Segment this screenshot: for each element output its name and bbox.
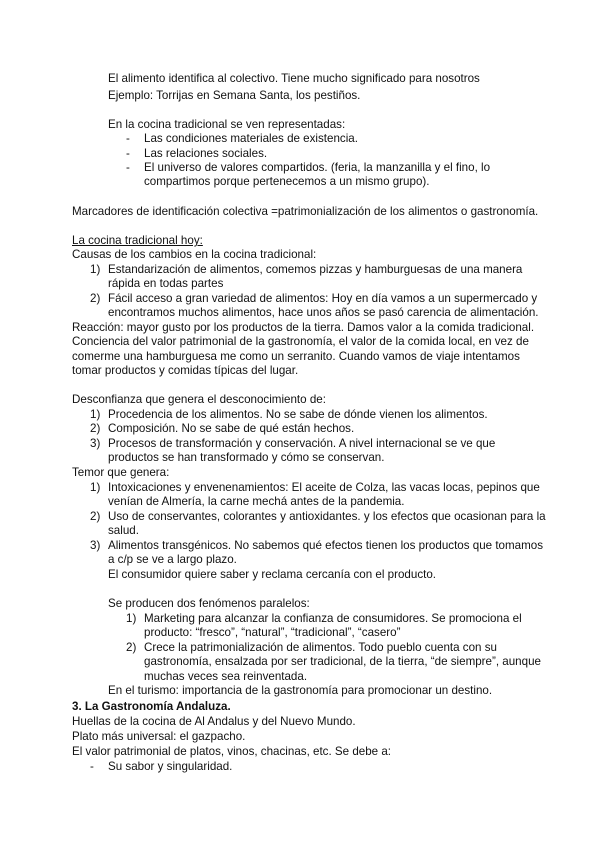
text-line: El valor patrimonial de platos, vinos, chacinas, etc. Se debe a: <box>72 745 392 758</box>
text-line: En el turismo: importancia de la gastronomía para promocionar un destino. <box>108 684 493 697</box>
list-bullet: - <box>126 161 130 174</box>
list-number: 2) <box>90 292 101 305</box>
list-number: 2) <box>90 422 101 435</box>
list-item: Alimentos transgénicos. No sabemos qué efectos tienen los productos que tomamos <box>108 539 544 552</box>
list-item: Intoxicaciones y envenenamientos: El aceite de Colza, las vacas locas, pepinos que <box>108 481 540 494</box>
list-item: Su sabor y singularidad. <box>108 760 233 773</box>
list-number: 1) <box>90 263 101 276</box>
text-line: comerme una hamburguesa me como un serranito. Cuando vamos de viaje intentamos <box>72 350 520 363</box>
list-item: Estandarización de alimentos, comemos pizzas y hamburguesas de una manera <box>108 263 523 276</box>
list-number: 1) <box>90 481 101 494</box>
list-item-continuation: salud. <box>108 524 139 537</box>
list-item-continuation: productos se han transformado y cómo se conservan. <box>108 451 385 464</box>
list-item-continuation: producto: “fresco”, “natural”, “tradicional”, “casero” <box>144 626 401 639</box>
list-item: Las relaciones sociales. <box>144 147 268 160</box>
text-line: Huellas de la cocina de Al Andalus y del Nuevo Mundo. <box>72 715 356 728</box>
list-number: 2) <box>90 510 101 523</box>
text-line: El alimento identifica al colectivo. Tiene mucho significado para nosotros <box>108 72 480 85</box>
list-item-continuation: muchas veces sea reinventada. <box>144 670 308 683</box>
list-bullet: - <box>90 760 94 773</box>
text-line: Temor que genera: <box>72 466 170 479</box>
list-number: 1) <box>90 408 101 421</box>
list-item: Marketing para alcanzar la confianza de consumidores. Se promociona el <box>144 612 522 625</box>
list-number: 1) <box>126 612 137 625</box>
text-line: Desconfianza que genera el desconocimiento de: <box>72 393 326 406</box>
list-bullet: - <box>126 147 130 160</box>
list-number: 3) <box>90 539 101 552</box>
list-item-continuation: encontramos muchos alimentos, hace unos años se pasó carencia de alimentación. <box>108 306 539 319</box>
list-item-continuation: gastronomía, ensalzada por ser tradicional, de la tierra, “de siempre”, aunque <box>144 655 541 668</box>
list-item: Fácil acceso a gran variedad de alimentos: Hoy en día vamos a un supermercado y <box>108 292 538 305</box>
text-line: Marcadores de identificación colectiva =patrimonialización de los alimentos o gastronomía. <box>72 205 539 218</box>
list-item: Crece la patrimonialización de alimentos. Todo pueblo cuenta con su <box>144 641 497 654</box>
list-item: Composición. No se sabe de qué están hechos. <box>108 422 355 435</box>
list-bullet: - <box>126 132 130 145</box>
list-item: Las condiciones materiales de existencia. <box>144 132 358 145</box>
list-item: Uso de conservantes, colorantes y antioxidantes. y los efectos que ocasionan para la <box>108 510 546 523</box>
text-line: El consumidor quiere saber y reclama cercanía con el producto. <box>108 568 437 581</box>
section-heading: 3. La Gastronomía Andaluza. <box>72 700 231 713</box>
list-item: El universo de valores compartidos. (feria, la manzanilla y el fino, lo <box>144 161 491 174</box>
text-line: Causas de los cambios en la cocina tradicional: <box>72 248 317 261</box>
section-heading: La cocina tradicional hoy: <box>72 234 203 247</box>
list-item: Procesos de transformación y conservación. A nivel internacional se ve que <box>108 437 496 450</box>
list-item-continuation: rápida en todas partes <box>108 277 224 290</box>
text-line: Conciencia del valor patrimonial de la gastronomía, el valor de la comida local, en vez de <box>72 335 529 348</box>
text-line: Ejemplo: Torrijas en Semana Santa, los pestiños. <box>108 89 361 102</box>
list-item: Procedencia de los alimentos. No se sabe de dónde vienen los alimentos. <box>108 408 488 421</box>
list-item-continuation: venían de Almería, la carne mechá antes de la pandemia. <box>108 495 405 508</box>
text-line: Reacción: mayor gusto por los productos de la tierra. Damos valor a la comida tradicional. <box>72 321 535 334</box>
list-number: 2) <box>126 641 137 654</box>
list-item-continuation: compartimos porque pertenecemos a un mismo grupo). <box>144 175 430 188</box>
text-line: En la cocina tradicional se ven representadas: <box>108 118 346 131</box>
text-line: tomar productos y comidas típicas del lugar. <box>72 364 299 377</box>
list-item-continuation: a c/p se ve a largo plazo. <box>108 553 237 566</box>
list-number: 3) <box>90 437 101 450</box>
text-line: Se producen dos fenómenos paralelos: <box>108 597 310 610</box>
text-line: Plato más universal: el gazpacho. <box>72 730 246 743</box>
